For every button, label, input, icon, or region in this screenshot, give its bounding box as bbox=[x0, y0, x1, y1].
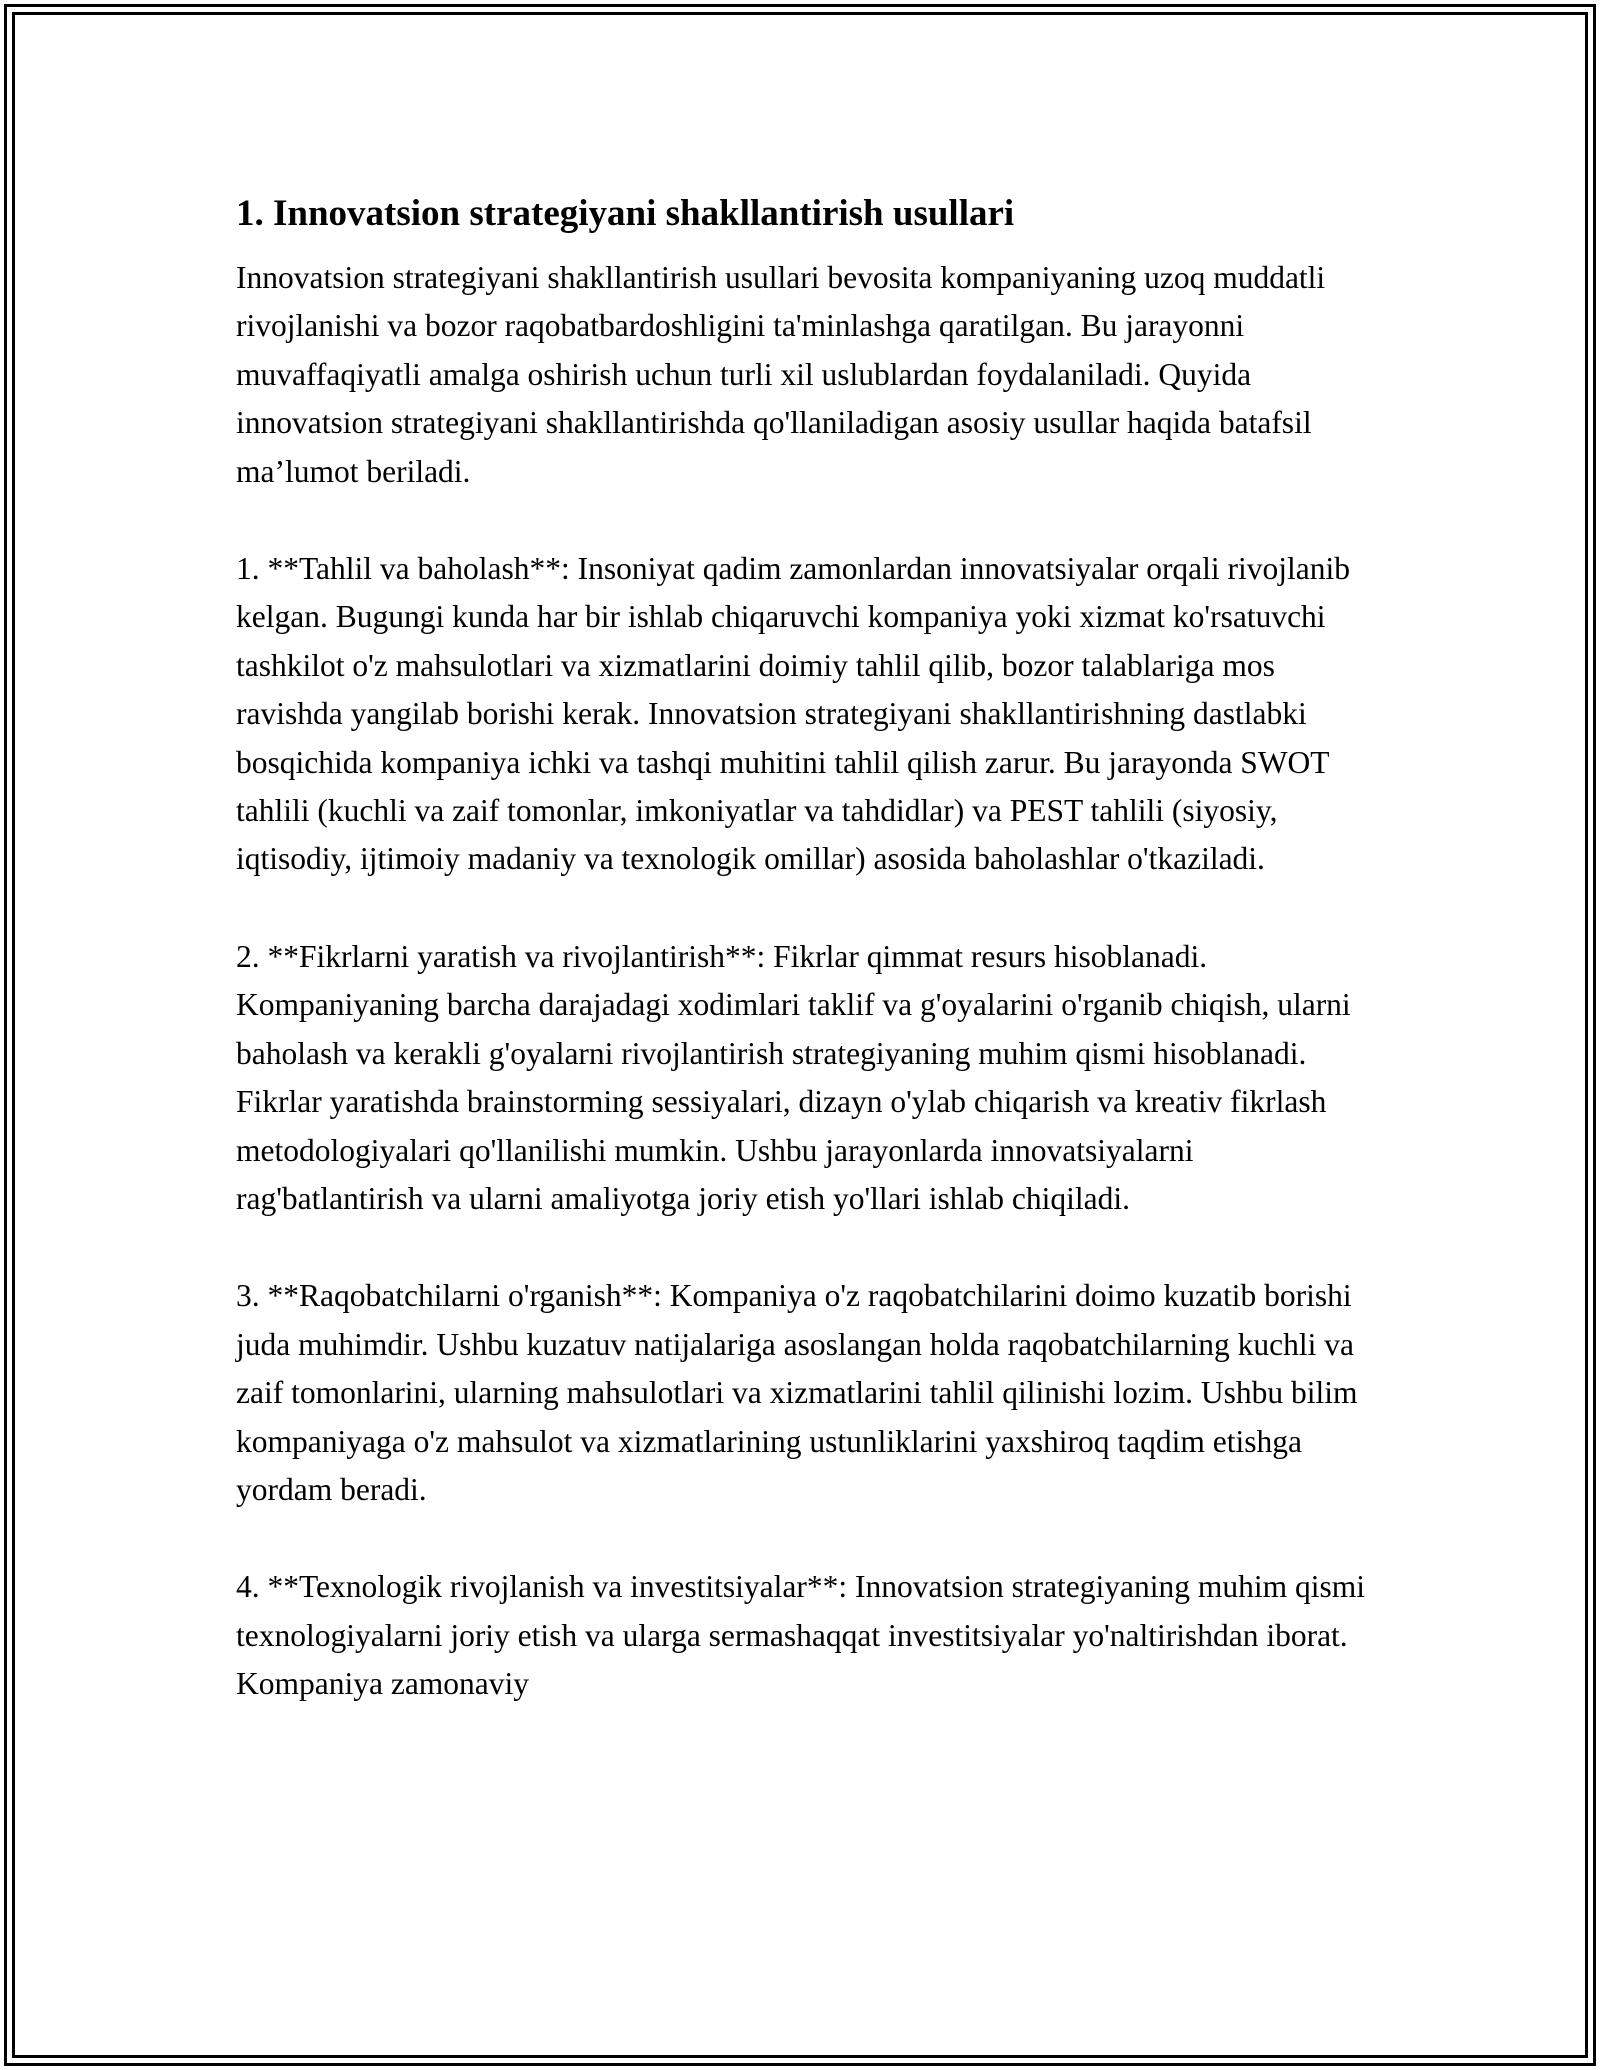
section-paragraph-1: 1. **Tahlil va baholash**: Insoniyat qadim zamonlardan innovatsiyalar orqali rivojlanib kelgan. Bugungi kunda har bir ishlab chiqaruvchi kompaniya yoki xizmat ko'rsatuvchi tashkilot o'z mahsulotlari va xizmatlarini doimiy tahlil qilib, bozor talablariga mos ravishda yangilab borishi kerak. Innovatsion strategiyani shakllantirishning dastlabki bosqichida kompaniya ichki va tashqi muhitini tahlil qilish zarur. Bu jarayonda SWOT tahlili (kuchli va zaif tomonlar, imkoniyatlar va tahdidlar) va PEST tahlili (siyosiy, iqtisodiy, ijtimoiy madaniy va texnologik omillar) asosida baholashlar o'tkaziladi. bbox=[236, 551, 1351, 877]
document-title: 1. Innovatsion strategiyani shakllantirish usullari bbox=[236, 193, 1015, 234]
section-paragraph-4: 4. **Texnologik rivojlanish va investitsiyalar**: Innovatsion strategiyaning muhim qismi texnologiyalarni joriy etish va ularga sermashaqqat investitsiyalar yo'naltirishdan iborat. Kompaniya zamonaviy bbox=[236, 1569, 1366, 1702]
section-paragraph-3: 3. **Raqobatchilarni o'rganish**: Kompaniya o'z raqobatchilarini doimo kuzatib borishi juda muhimdir. Ushbu kuzatuv natijalariga asoslangan holda raqobatchilarning kuchli va zaif tomonlarini, ularning mahsulotlari va xizmatlarini tahlil qilinishi lozim. Ushbu bilim kompaniyaga o'z mahsulot va xizmatlarining ustunliklarini yaxshiroq taqdim etishga yordam beradi. bbox=[236, 1278, 1358, 1507]
intro-paragraph: Innovatsion strategiyani shakllantirish usullari bevosita kompaniyaning uzoq muddatli rivojlanishi va bozor raqobatbardoshligini ta'minlashga qaratilgan. Bu jarayonni muvaffaqiyatli amalga oshirish uchun turli xil uslublardan foydalaniladi. Quyida innovatsion strategiyani shakllantirishda qo'llaniladigan asosiy usullar haqida batafsil ma’lumot beriladi. bbox=[236, 260, 1326, 489]
section-paragraph-2: 2. **Fikrlarni yaratish va rivojlantirish**: Fikrlar qimmat resurs hisoblanadi. Kompaniyaning barcha darajadagi xodimlari taklif va g'oyalarini o'rganib chiqish, ularni baholash va kerakli g'oyalarni rivojlantirish strategiyaning muhim qismi hisoblanadi. Fikrlar yaratishda brainstorming sessiyalari, dizayn o'ylab chiqarish va kreativ fikrlash metodologiyalari qo'llanilishi mumkin. Ushbu jarayonlarda innovatsiyalarni rag'batlantirish va ularni amaliyotga joriy etish yo'llari ishlab chiqiladi. bbox=[236, 938, 1351, 1216]
document-body bbox=[236, 190, 1376, 1758]
